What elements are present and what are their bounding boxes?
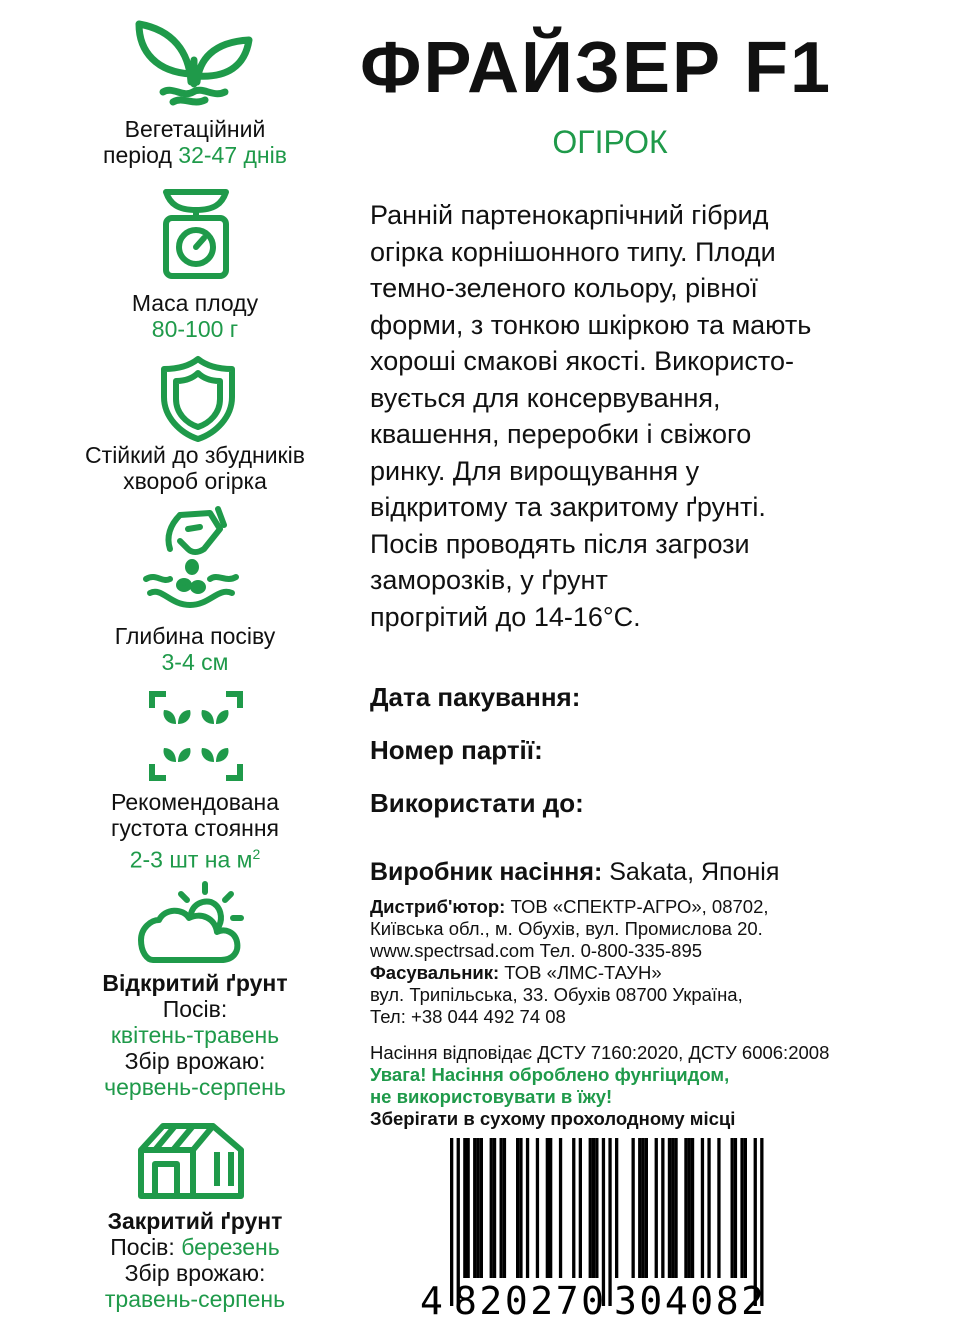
distributor-line2: Київська обл., м. Обухів, вул. Промислова 20.: [370, 918, 763, 939]
barcode-bar: [707, 1138, 710, 1278]
producer-line: [370, 858, 779, 887]
description-line: прогрітий до 14-16°С.: [370, 601, 641, 632]
distributor-block: [370, 896, 769, 1028]
barcode: [420, 1138, 800, 1318]
barcode-bar: [500, 1138, 503, 1278]
packer-line2: вул. Трипільська, 33. Обухів 08700 Україна,: [370, 984, 743, 1005]
closed-sow-value: березень: [181, 1234, 280, 1260]
product-title: ФРАЙЗЕР F1: [360, 28, 833, 108]
distributor-line3: www.spectrsad.com Тел. 0-800-335-895: [370, 940, 703, 961]
description-line: форми, з тонкою шкіркою та мають: [370, 309, 812, 340]
barcode-bar: [490, 1138, 493, 1278]
description-line: Ранній партенокарпічний гібрид: [370, 200, 769, 230]
product-subtitle: ОГІРОК: [552, 124, 668, 160]
barcode-bar: [641, 1138, 644, 1278]
product-description: [370, 197, 940, 635]
barcode-bar: [559, 1138, 562, 1278]
resistance-caption: [0, 442, 390, 494]
barcode-bar: [450, 1138, 453, 1306]
barcode-bar: [674, 1138, 677, 1278]
barcode-bar: [671, 1138, 674, 1278]
description-line: відкритому та закритому ґрунті.: [370, 492, 766, 522]
barcode-bar: [546, 1138, 549, 1278]
distributor-line1: ТОВ «СПЕКТР-АГРО», 08702,: [505, 896, 769, 917]
open-sow-value: квітень-травень: [110, 1022, 280, 1048]
barcode-bar: [615, 1138, 618, 1278]
barcode-bar: [516, 1138, 519, 1278]
barcode-bar: [493, 1138, 496, 1278]
density-line1: Рекомендована: [111, 789, 279, 815]
description-line: вується для консервування,: [370, 382, 721, 413]
notes-block: [370, 1042, 829, 1130]
density-sup: 2: [252, 846, 261, 862]
depth-value: 3-4 см: [161, 649, 229, 675]
description-line: хороші смакові якості. Використо-: [370, 346, 794, 376]
description-line: ринку. Для вирощування у: [370, 455, 700, 486]
resistance-line1: Стійкий до збудників: [85, 442, 305, 468]
batch-number-label: Номер партії:: [370, 735, 543, 765]
open-sow-label: Посів:: [162, 996, 228, 1022]
resistance-line2: хвороб огірка: [123, 468, 267, 494]
barcode-bar: [740, 1138, 743, 1278]
barcode-bar: [717, 1138, 720, 1278]
sun-cloud-icon: [135, 880, 247, 966]
description-line: темно-зеленого кольору, рівної: [370, 273, 758, 303]
barcode-bar: [684, 1138, 687, 1278]
barcode-bar: [608, 1138, 611, 1306]
description-line: Посів проводять після загрози: [370, 528, 750, 559]
depth-label: Глибина посіву: [114, 623, 276, 649]
barcode-bar: [632, 1138, 635, 1278]
pack-date-label: Дата пакування:: [370, 682, 581, 712]
description-line: огірка корнішонного типу. Плоди: [370, 236, 776, 267]
mass-value: 80-100 г: [151, 316, 239, 342]
vegetation-label: Вегетаційний: [124, 116, 266, 142]
barcode-bar: [572, 1138, 575, 1278]
barcode-left-digits: 820270: [454, 1279, 604, 1318]
barcode-bar: [701, 1138, 704, 1278]
open-harvest-label: Збір врожаю:: [124, 1048, 266, 1074]
greenhouse-icon: [135, 1120, 247, 1200]
barcode-bar: [661, 1138, 664, 1278]
sprout-icon: [133, 12, 257, 106]
barcode-bar: [592, 1138, 595, 1278]
closed-harvest-value: травень-серпень: [104, 1286, 286, 1312]
barcode-bar: [731, 1138, 734, 1278]
barcode-bar: [467, 1138, 470, 1278]
sowing-hand-icon: [140, 505, 240, 613]
barcode-bar: [734, 1138, 737, 1278]
barcode-bar: [579, 1138, 582, 1278]
description-line: заморозків, у ґрунт: [370, 565, 608, 595]
warning-line2: не використовувати в їжу!: [370, 1086, 613, 1107]
open-ground-caption: [0, 970, 390, 1100]
vegetation-value: 32-47 днів: [178, 142, 287, 168]
barcode-bar: [549, 1138, 552, 1278]
barcode-bar: [655, 1138, 658, 1278]
density-line2: густота стояння: [110, 815, 280, 841]
barcode-bar: [519, 1138, 522, 1278]
closed-harvest-label: Збір врожаю:: [124, 1260, 266, 1286]
barcode-bar: [476, 1138, 479, 1278]
storage-note: Зберігати в сухому прохолодному місці: [370, 1108, 736, 1129]
standard-note: Насіння відповідає ДСТУ 7160:2020, ДСТУ 6006:2008: [370, 1042, 830, 1063]
packer-label: Фасувальник:: [370, 962, 500, 983]
barcode-bar: [480, 1138, 483, 1278]
mass-label: Маса плоду: [131, 290, 259, 316]
mass-caption: [0, 290, 390, 342]
barcode-bar: [744, 1138, 747, 1278]
barcode-bar: [589, 1138, 592, 1278]
barcode-bar: [691, 1138, 694, 1278]
plant-grid-icon: [148, 690, 244, 782]
barcode-bar: [688, 1138, 691, 1278]
barcode-bar: [668, 1138, 671, 1278]
description-line: квашення, переробки і свіжого: [370, 419, 752, 449]
depth-caption: [0, 623, 390, 675]
packer-line1: ТОВ «ЛМС-ТАУН»: [499, 962, 662, 983]
open-ground-heading: Відкритий ґрунт: [102, 970, 288, 996]
barcode-bar: [526, 1138, 529, 1278]
barcode-first-digit: 4: [420, 1279, 443, 1318]
barcode-bar: [463, 1138, 466, 1278]
closed-sow-label: Посів:: [110, 1234, 182, 1260]
open-harvest-value: червень-серпень: [104, 1074, 286, 1100]
barcode-bar: [638, 1138, 641, 1278]
barcode-bar: [595, 1138, 598, 1278]
distributor-label: Дистриб'ютор:: [370, 896, 506, 917]
barcode-bar: [645, 1138, 648, 1278]
warning-line1: Увага! Насіння оброблено фунгіцидом,: [370, 1064, 730, 1085]
barcode-bar: [536, 1138, 539, 1278]
closed-ground-caption: [0, 1208, 390, 1312]
barcode-right-digits: 304082: [614, 1279, 764, 1318]
density-caption: [0, 789, 390, 873]
scale-icon: [160, 186, 232, 282]
packer-line3: Тел: +38 044 492 74 08: [370, 1006, 566, 1027]
barcode-bar: [473, 1138, 476, 1278]
shield-icon: [158, 355, 238, 443]
vegetation-label-2: період: [103, 142, 179, 168]
density-value: 2-3 шт на м: [129, 846, 253, 873]
closed-ground-heading: Закритий ґрунт: [107, 1208, 283, 1234]
producer-value: Sakata, Японія: [602, 858, 780, 886]
vegetation-caption: [0, 116, 390, 168]
barcode-bar: [503, 1138, 506, 1278]
use-by-label: Використати до:: [370, 788, 584, 818]
producer-label: Виробник насіння:: [370, 858, 603, 886]
